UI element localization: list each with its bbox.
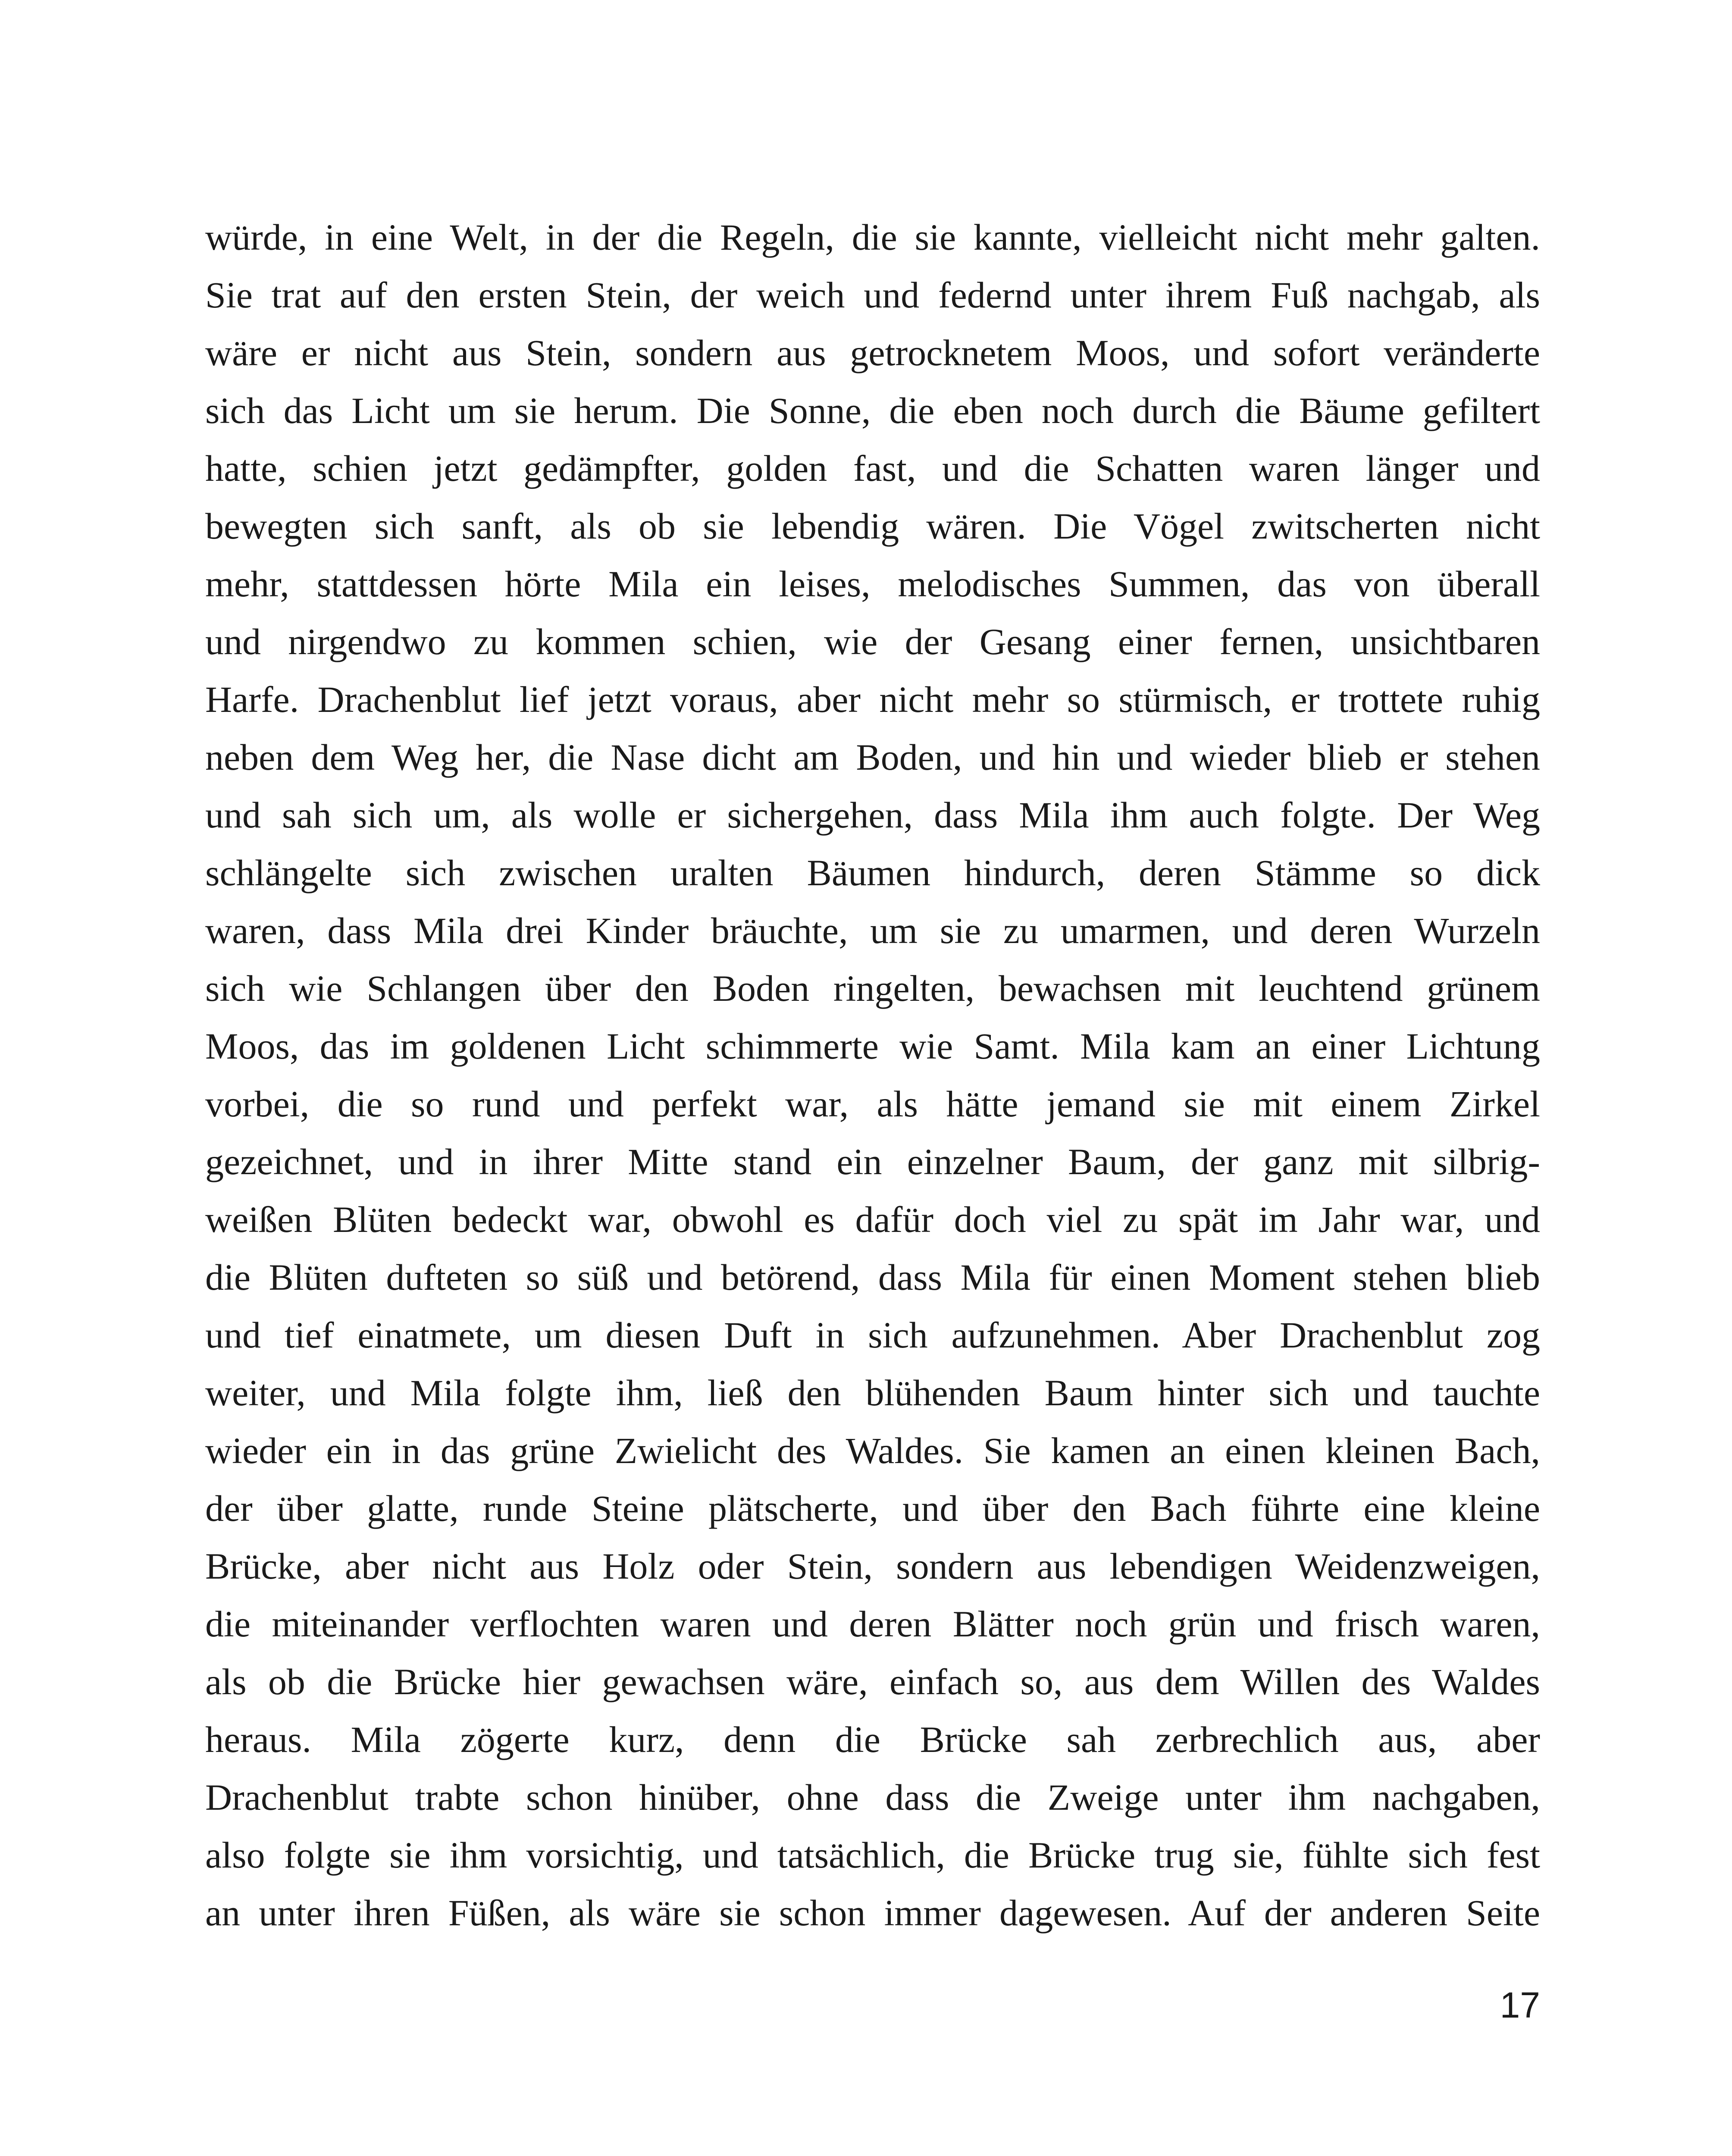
text-line: sich wie Schlangen über den Boden ringelten, bewachsen mit leuchtend grünem [205, 968, 1540, 1009]
text-line: und nirgendwo zu kommen schien, wie der Gesang einer fernen, unsichtbaren [205, 621, 1540, 662]
text-line: hatte, schien jetzt gedämpfter, golden fast, und die Schatten waren länger und [205, 448, 1540, 489]
text-line: die miteinander verflochten waren und deren Blätter noch grün und frisch waren, [205, 1603, 1540, 1645]
text-line: waren, dass Mila drei Kinder bräuchte, um sie zu umarmen, und deren Wurzeln [205, 910, 1540, 951]
text-line: weiter, und Mila folgte ihm, ließ den blühenden Baum hinter sich und tauchte [205, 1372, 1540, 1413]
text-line: sich das Licht um sie herum. Die Sonne, die eben noch durch die Bäume gefiltert [205, 390, 1540, 431]
text-line: Drachenblut trabte schon hinüber, ohne dass die Zweige unter ihm nachgaben, [205, 1777, 1540, 1818]
text-line: heraus. Mila zögerte kurz, denn die Brücke sah zerbrechlich aus, aber [205, 1719, 1540, 1760]
text-line: Moos, das im goldenen Licht schimmerte wie Samt. Mila kam an einer Lichtung [205, 1025, 1540, 1067]
body-text [205, 208, 1540, 1942]
text-line: vorbei, die so rund und perfekt war, als hätte jemand sie mit einem Zirkel [205, 1083, 1540, 1125]
text-line: wieder ein in das grüne Zwielicht des Waldes. Sie kamen an einen kleinen Bach, [205, 1430, 1540, 1471]
text-line: Harfe. Drachenblut lief jetzt voraus, aber nicht mehr so stürmisch, er trottete ruhig [205, 679, 1540, 720]
text-line: würde, in eine Welt, in der die Regeln, die sie kannte, vielleicht nicht mehr galten. [205, 216, 1540, 258]
text-line: neben dem Weg her, die Nase dicht am Boden, und hin und wieder blieb er stehen [205, 736, 1540, 778]
text-line: also folgte sie ihm vorsichtig, und tatsächlich, die Brücke trug sie, fühlte sich fest [205, 1834, 1540, 1876]
text-line: weißen Blüten bedeckt war, obwohl es dafür doch viel zu spät im Jahr war, und [205, 1199, 1540, 1240]
text-line: Sie trat auf den ersten Stein, der weich und federnd unter ihrem Fuß nachgab, als [205, 274, 1540, 316]
text-line: wäre er nicht aus Stein, sondern aus getrocknetem Moos, und sofort veränderte [205, 332, 1540, 373]
text-line: die Blüten dufteten so süß und betörend, dass Mila für einen Moment stehen blieb [205, 1257, 1540, 1298]
text-line: gezeichnet, und in ihrer Mitte stand ein einzelner Baum, der ganz mit silbrig- [205, 1141, 1540, 1182]
text-line: Brücke, aber nicht aus Holz oder Stein, sondern aus lebendigen Weidenzweigen, [205, 1545, 1540, 1587]
text-line: bewegten sich sanft, als ob sie lebendig wären. Die Vögel zwitscherten nicht [205, 505, 1540, 547]
text-line: an unter ihren Füßen, als wäre sie schon immer dagewesen. Auf der anderen Seite [205, 1892, 1540, 1934]
text-line: der über glatte, runde Steine plätscherte, und über den Bach führte eine kleine [205, 1488, 1540, 1529]
page-number: 17 [1500, 1985, 1540, 2025]
text-line: als ob die Brücke hier gewachsen wäre, einfach so, aus dem Willen des Waldes [205, 1661, 1540, 1702]
text-line: und sah sich um, als wolle er sichergehen, dass Mila ihm auch folgte. Der Weg [205, 794, 1540, 836]
text-line: mehr, stattdessen hörte Mila ein leises, melodisches Summen, das von überall [205, 563, 1540, 605]
text-line: schlängelte sich zwischen uralten Bäumen hindurch, deren Stämme so dick [205, 852, 1540, 893]
text-line: und tief einatmete, um diesen Duft in sich aufzunehmen. Aber Drachenblut zog [205, 1314, 1540, 1356]
